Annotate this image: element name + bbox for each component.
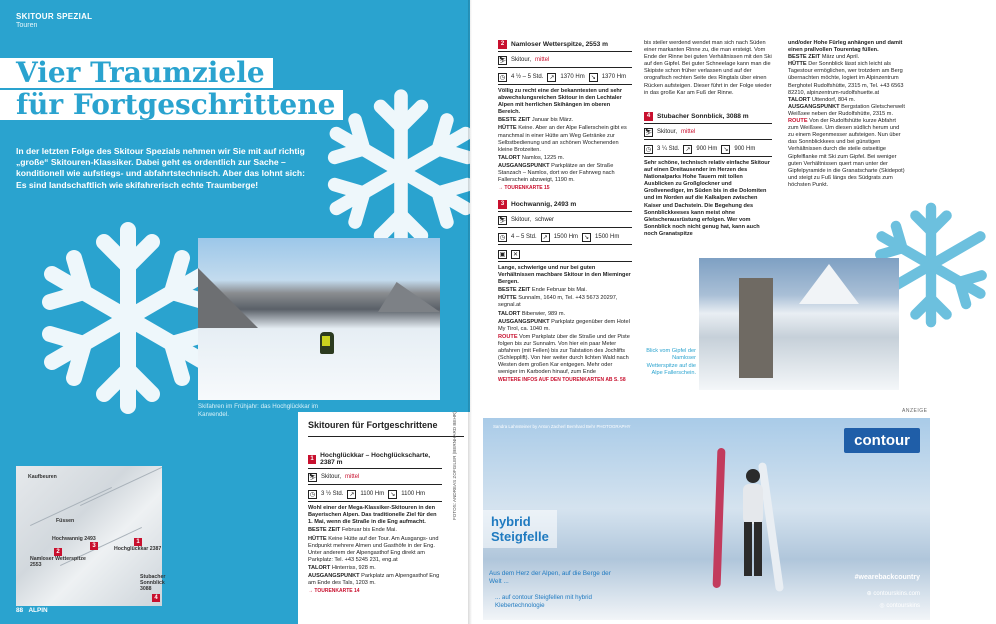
descent-icon: ↘ [584,234,590,241]
field-value: Uttendorf, 804 m. [811,96,856,103]
tour-title-row [308,452,442,469]
rock-face [198,268,258,328]
tour-title: Hochwannig, 2493 m [511,200,577,208]
skier-silhouette [733,466,773,586]
advertisement[interactable] [483,418,930,620]
field-value: Februar bis Ende Mai. [341,527,397,534]
field-label: BESTE ZEIT [498,117,531,124]
ski-icon: ⛷ [308,474,317,481]
tour-type-row [498,214,632,228]
tour-intro: Lange, schwierige und nur bei guten Verhältnissen machbare Skitour in den Mieminger Bergen. [498,265,631,286]
tour-field [498,319,632,333]
map-label: Füssen [56,518,75,524]
tour-time: 3 ½ Std. [321,491,344,498]
field-label: ROUTE [498,333,518,340]
field-label: BESTE ZEIT [788,54,821,61]
tour-type: Skitour, [511,56,532,63]
skier-backpack [322,336,330,346]
tour-field [498,125,632,153]
field-value: Ende Februar bis Mai. [531,287,587,294]
tourenkarte-link[interactable]: WEITERE INFOS AUF DEN TOURENKARTEN AB S. 58 [498,377,626,384]
tour-ascent: 900 Hm [696,145,718,152]
tour-number-badge: 1 [308,455,316,464]
field-label: AUSGANGSPUNKT [788,103,840,110]
tour-field [308,527,442,534]
peak-shape [799,264,859,304]
clock-icon: ◷ [645,146,652,153]
photo-hochglueckkar [198,238,440,400]
field-label: TALORT [498,154,521,161]
tour-stats-row [498,71,632,85]
tour-intro: Völlig zu recht eine der bekanntesten und sehr abwechslungsreichen Skitour in den Lechtaler Alpen mit herrlichen Skihängen im oberen Bereich. [498,88,623,116]
field-value: Sunnalm, 1640 m, Tel. +43 5673 20297, segnal.at [498,295,618,309]
descent-icon: ↘ [590,74,596,81]
field-value: Parkplatz am Alpengasthof Eng am Ende des Tals, 1203 m. [308,573,440,587]
tour-descent: 1370 Hm [601,73,627,80]
field-label: TALORT [308,564,331,571]
field-label: HÜTTE [788,61,807,68]
descent-icon: ↘ [723,146,729,153]
tour-intro: Wohl einer der Mega-Klassiker-Skitouren in den Bayerischen Alpen. Das traditionelle Ziel für den 1. Mai, wenn die Straße in die Eng aufmacht. [308,505,437,526]
field-label: HÜTTE [308,535,327,542]
ad-url-text: contourskins.com [873,591,920,597]
tour-field [498,295,632,309]
ad-instagram-link[interactable]: ◎ contourskins [879,603,920,609]
photo-caption: Skifahren im Frühjahr: das Hochglückkar im Karwendel. [198,403,319,418]
field-value: Vom Parkplatz über die Straße und der Piste folgen bis zur Sunnalm. Von hier ein paar Meter abfahren (mit Fellen) bis zur Talstation des Jochlifts (Schlepplift). Von hier weiter durch lichten Wald nach Westen dem großen Kar entgegen. Mehr oder weniger im Karboden hinauf, zum Ende [498,333,630,376]
tour-field [788,104,906,118]
tour-title-row [498,200,632,212]
field-label: TALORT [788,96,811,103]
field-value: Keine. Aber an der Alpe Fallerschein gibt es manchmal in einer Hütte am Weg Getränke zur Selbstbedienung und an schönen Wochenenden kleine Brotzeiten. [498,125,627,153]
tour-title-row [644,112,772,124]
tour-field [498,334,632,377]
tour-field [498,287,632,294]
field-label: AUSGANGSPUNKT [308,573,360,580]
ski-icon: ⛷ [498,217,507,224]
magazine-name: ALPIN [28,607,48,614]
field-label: AUSGANGSPUNKT [498,318,550,325]
field-value: März und April. [821,54,860,61]
field-value: Von der Rudolfshütte kurze Abfahrt zum Weißsee. Um diesen südlich herum und zu einem Regenmesser aufsteigen. Nun über das Sonnblickkees und bei günstigen Verhältnissen durch die steile ostseitige Gipfelflanke mit Ski zum Gipfel. Bei weniger guten Verhältnissen quert man unter der Gipfelpyramide in die Granatscharte (Skidepot) und steigt zu Fuß längs des Südgrats zum höchsten Punkt. [788,118,905,188]
tour-ascent: 1370 Hm [560,73,585,80]
tour-title: Hochglückkar – Hochglückscharte, 2387 m [320,452,431,467]
map-label: Hochwannig 2493 [52,536,96,542]
overview-heading: Skitouren für Fortgeschrittene [308,420,438,430]
tour-type-row [644,126,772,140]
tour-field [498,311,632,318]
field-label: AUSGANGSPUNKT [498,162,550,169]
tour-time: 4 ½ – 5 Std. [511,73,544,80]
tour-level: mittel [681,128,696,135]
headline-line-1: Vier Traumziele [0,58,273,88]
tour-entry-4 [644,112,772,239]
field-value: Der Sonnblick lässt sich leicht als Tagestour ermöglichen, wer trotzdem am Berg übernachten möchte, logiert im Alpinzentrum Berghotel Rudolfshütte, 2315 m, Tel. +43 6563 82210, alpinzentrum-rudolfshuette.at [788,61,904,96]
tour-ascent: 1100 Hm [360,491,385,498]
clock-icon: ◷ [499,234,506,241]
tour-type-row [498,54,632,68]
field-value: Januar bis März. [531,117,574,124]
tour-title-row [498,40,632,52]
field-label: HÜTTE [498,295,517,302]
ad-subline: ... auf contour Steigfellen mit hybrid Klebertechnologie [495,594,592,609]
headline-line-2: für Fortgeschrittene [0,90,343,120]
tourenkarte-link[interactable]: → TOURENKARTE 14 [308,588,360,595]
column-3-text: bis steiler werdend wendet man sich nach Süden einer markanten Rinne zu, die man ersteigt. Vom Ende der Rinne bei guten Verhältnissen mit den Ski auf den Gipfel. Bei guter Schneelage kann man die Skipiste schon früher verlassen und auf der orografisch rechten Seite des Ringtals über einen Rücken aufsteigen. Dieser führt in der Folge wieder in das große Kar am Fuß der Rinne. [644,40,772,96]
col4-intro: und/oder Hohe Fürleg anhängen und damit einen prallvollen Tourentag füllen. [788,40,903,54]
tour-amenities-row [498,248,632,262]
field-value: Namlos, 1225 m. [521,154,565,161]
tour-level: mittel [535,56,550,63]
map-marker-3[interactable]: 3 [90,542,98,550]
tour-field [788,61,906,96]
tour-intro: Sehr schöne, technisch relativ einfache Skitour auf einen Dreitausender im Herzen des Nationalparks Hohe Tauern mit tollen Ausblicken zu Großglockner und Großvenediger, im Süden bis in die Dolomiten und im Norden auf die Kalkalpen zwischen Kaiser und Dachstein. Die Begehung des Sonnblickkeeses kann meist ohne Gletscherausrüstung erfolgen. Wer vom Sonnblick noch nicht genug hat, kann auch noch Granatspitze [644,160,770,237]
tour-field [308,536,442,564]
clock-icon: ◷ [499,74,506,81]
column-4-text [788,40,906,189]
left-page [0,0,470,624]
tour-title: Namloser Wetterspitze, 2553 m [511,40,608,48]
field-label: HÜTTE [498,125,517,132]
tour-level: mittel [345,474,360,481]
photo-namloser-wetterspitze [699,258,899,390]
tour-stats-row [498,231,632,245]
tour-field [308,565,442,572]
intro-text: In der letzten Folge des Skitour Spezials nehmen wir Sie mit auf richtig „große“ Skitouren-Klassiker. Dabei geht es ordentlich zur Sache – konditionell wie aufstiegs- und abfahrtstechnisch. Aber das lohnt sich: Es sind landschaftlich wie skifahrerisch echte Traumberge! [16,146,306,190]
field-value: Bergstation Gletscherwelt Weißsee neben der Rudolfshütte, 2315 m. [788,103,905,117]
ad-title [483,510,557,548]
tour-entry-1 [308,452,442,596]
tour-title: Stubacher Sonnblick, 3088 m [657,112,749,120]
field-value: Biberwier, 989 m. [521,310,566,317]
tour-entry-3 [498,200,632,386]
ad-title-line-2: Steigfelle [491,529,549,544]
tour-type-row [308,471,442,485]
map-ridge [80,467,162,506]
ascent-icon: ↗ [349,491,355,498]
tour-number-badge: 4 [644,112,653,121]
field-label: BESTE ZEIT [498,287,531,294]
page-gutter [468,0,472,624]
map-marker-4[interactable]: 4 [152,594,160,602]
field-value: Keine Hütte auf der Tour. Am Ausgangs- und Endpunkt mehrere Almen und Gasthöfe in der Eng. Unter anderem der Alpengasthof Eng direkt am Parkplatz: Tel. +43 5245 231, eng.at [308,535,439,563]
ad-credit: Sandra Lahnsteiner by Anton Zacherl Bernhard Behr PHOTOGRAPHY [493,424,631,429]
field-value: Parkplatz gegenüber dem Hotel My Tirol, ca. 1040 m. [498,318,630,332]
tour-field [308,573,442,587]
field-value: Parkplätze an der Straße Stanzach – Namlos, dort wo der Fahrweg nach Fallerschein abzweigt, 1190 m. [498,162,615,184]
tour-stats-row [644,143,772,157]
section-label: SKITOUR SPEZIAL [16,12,93,21]
photo-credit: FOTOS: ANDREAS ZOFGILER (BERNHARD BEHR) [452,411,457,520]
field-label: ROUTE [788,118,808,125]
map-marker-1[interactable]: 1 [134,538,142,546]
tour-type: Skitour, [511,216,532,223]
ski-icon: ⛷ [644,129,653,136]
section-sub: Touren [16,22,38,29]
ad-tagline: Aus dem Herz der Alpen, auf die Berge der Welt ... [489,570,611,585]
tour-number-badge: 3 [498,200,507,209]
ad-title-line-1: hybrid [491,514,531,529]
tour-stats-row [308,488,442,502]
overview-map [16,466,166,606]
field-value: Hinterriss, 928 m. [331,564,376,571]
ad-label: ANZEIGE [902,408,928,414]
tour-time: 4 – 5 Std. [511,233,537,240]
map-label: Hochglückkar 2387 [114,546,162,552]
map-label: Namloser Wetterspitze 2553 [30,556,86,568]
tourenkarte-link[interactable]: → TOURENKARTE 15 [498,185,550,192]
cutlery-icon: ✕ [512,251,519,258]
bus-icon: ▣ [499,251,506,258]
tour-field [498,163,632,184]
tour-entry-2 [498,40,632,193]
ad-insta-text: contourskins [886,603,920,609]
tour-field [498,155,632,162]
tour-type: Skitour, [321,474,342,481]
field-label: TALORT [498,310,521,317]
ascent-icon: ↗ [549,74,555,81]
map-marker-2[interactable]: 2 [54,548,62,556]
ascent-icon: ↗ [542,234,548,241]
tour-number-badge: 2 [498,40,507,49]
ski-shape [713,448,726,588]
contour-logo: contour [844,428,920,453]
ski-icon: ⛷ [498,57,507,64]
tour-descent: 1500 Hm [595,233,620,240]
descent-icon: ↘ [390,491,396,498]
field-label: BESTE ZEIT [308,527,341,534]
page-number: 88 [16,607,24,614]
tour-descent: 900 Hm [734,145,756,152]
headline [0,58,343,122]
tour-type: Skitour, [657,128,678,135]
tour-time: 3 ¼ Std. [657,145,680,152]
tour-ascent: 1500 Hm [553,233,579,240]
rock-face [378,282,440,312]
photo-caption: Blick vom Gipfel der Namloser Wetterspitze auf die Alpe Fallerschein. [646,348,696,377]
page-footer [16,607,48,614]
rock-pillar [739,278,773,378]
map-label: Kaufbeuren [28,474,57,480]
tour-field [788,118,906,189]
divider [308,436,464,437]
tour-field [498,117,632,124]
tour-level: schwer [535,216,555,223]
ascent-icon: ↗ [685,146,691,153]
clock-icon: ◷ [309,491,316,498]
tour-descent: 1100 Hm [401,491,426,498]
ad-hashtag: #wearebackcountry [854,574,920,581]
ad-website-link[interactable]: ⊕ contourskins.com [866,591,920,597]
map-label: Stubacher Sonnblick 3088 [140,574,166,592]
tour-field [788,97,906,104]
